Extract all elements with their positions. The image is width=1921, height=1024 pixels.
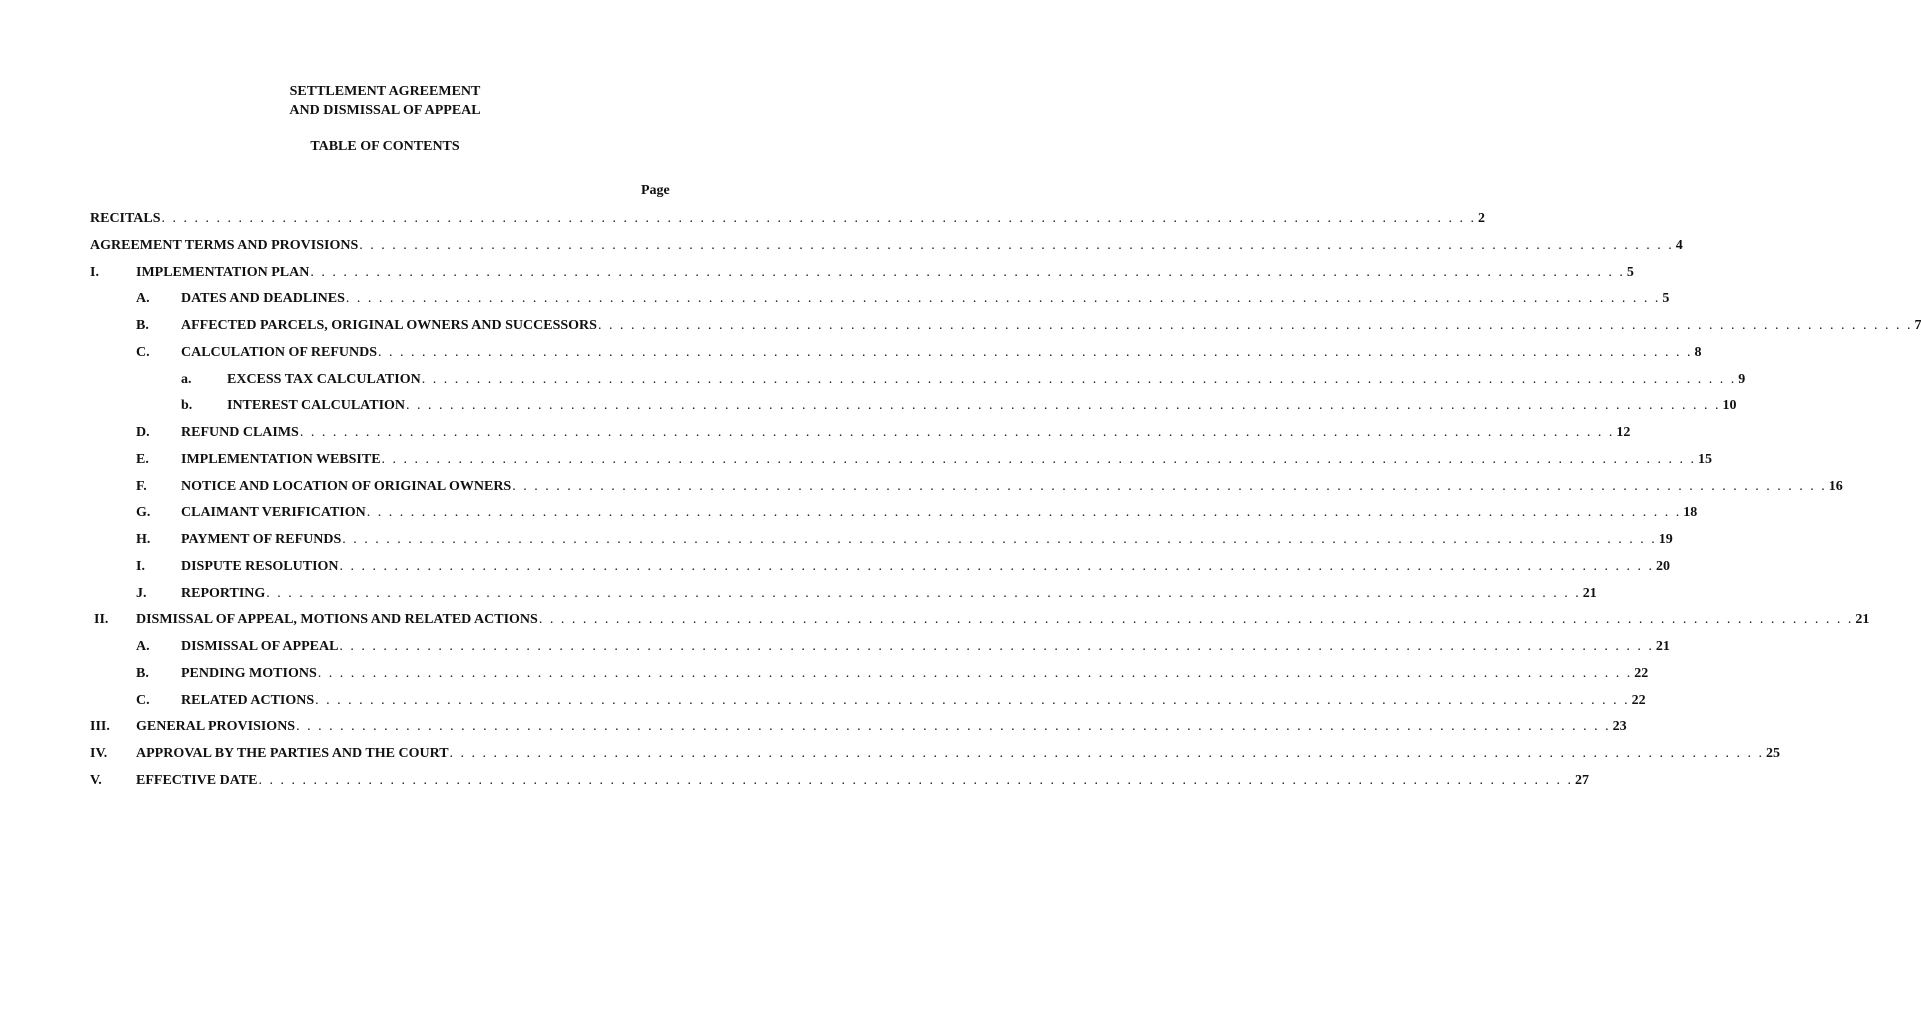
- toc-leader-dots: . . . . . . . . . . . . . . . . . . . . . . . . . . . . . . . . . . . . . . . . . . . . . . . . . . . . . . . . . . . . . . . . . . . . . . . . . . . . . . . . . . . . . . . . . . . . . . . . . . . . . . . . . . . . . . . . . . . . . . . .: [359, 238, 1674, 253]
- toc-leader-dots: . . . . . . . . . . . . . . . . . . . . . . . . . . . . . . . . . . . . . . . . . . . . . . . . . . . . . . . . . . . . . . . . . . . . . . . . . . . . . . . . . . . . . . . . . . . . . . . . . . . . . . . . . . . . . . . . . . . . . . . .: [366, 505, 1682, 520]
- toc-page-number: 19: [1658, 532, 1673, 547]
- toc-number: A.: [136, 291, 150, 306]
- toc-page-number: 21: [1655, 639, 1670, 654]
- toc-label: DISPUTE RESOLUTION: [181, 559, 339, 574]
- toc-page-number: 27: [1574, 773, 1589, 788]
- toc-entry: [181, 343, 1702, 363]
- toc-number: F.: [136, 479, 147, 494]
- toc-number: V.: [90, 773, 102, 788]
- toc-leader-dots: . . . . . . . . . . . . . . . . . . . . . . . . . . . . . . . . . . . . . . . . . . . . . . . . . . . . . . . . . . . . . . . . . . . . . . . . . . . . . . . . . . . . . . . . . . . . . . . . . . . . . . . . . . . . . . . . . . . . . . . .: [296, 719, 1611, 734]
- toc-label: AFFECTED PARCELS, ORIGINAL OWNERS AND SUCCESSORS: [181, 318, 597, 333]
- toc-page-number: 5: [1626, 265, 1634, 280]
- toc-leader-dots: . . . . . . . . . . . . . . . . . . . . . . . . . . . . . . . . . . . . . . . . . . . . . . . . . . . . . . . . . . . . . . . . . . . . . . . . . . . . . . . . . . . . . . . . . . . . . . . . . . . . . . . . . . . . . . . . . . . . . . . .: [258, 773, 1573, 788]
- toc-number: H.: [136, 532, 151, 547]
- toc-leader-dots: . . . . . . . . . . . . . . . . . . . . . . . . . . . . . . . . . . . . . . . . . . . . . . . . . . . . . . . . . . . . . . . . . . . . . . . . . . . . . . . . . . . . . . . . . . . . . . . . . . . . . . . . . . . . . . . . . . . . . . . .: [381, 452, 1697, 467]
- toc-row: [0, 263, 1634, 283]
- toc-entry: [181, 557, 1671, 577]
- toc-number: G.: [136, 505, 151, 520]
- toc-entry: [227, 396, 1737, 416]
- toc-entry: [181, 664, 1649, 684]
- toc-leader-dots: . . . . . . . . . . . . . . . . . . . . . . . . . . . . . . . . . . . . . . . . . . . . . . . . . . . . . . . . . . . . . . . . . . . . . . . . . . . . . . . . . . . . . . . . . . . . . . . . . . . . . . . . . . . . . . . . . . . . . . . .: [421, 372, 1737, 387]
- toc-page-number: 22: [1631, 693, 1646, 708]
- toc-entry: [136, 610, 1870, 630]
- toc-row: [0, 396, 1737, 416]
- toc-entry: [90, 236, 1683, 256]
- toc-page-number: 12: [1616, 425, 1631, 440]
- toc-page-number: 15: [1698, 452, 1713, 467]
- toc-row: [0, 209, 1486, 229]
- toc-page-number: 2: [1478, 211, 1486, 226]
- toc-number: A.: [136, 639, 150, 654]
- toc-row: [0, 370, 1746, 390]
- toc-entry: [181, 530, 1673, 550]
- toc-leader-dots: . . . . . . . . . . . . . . . . . . . . . . . . . . . . . . . . . . . . . . . . . . . . . . . . . . . . . . . . . . . . . . . . . . . . . . . . . . . . . . . . . . . . . . . . . . . . . . . . . . . . . . . . . . . . . . . . . . . . . . . .: [406, 398, 1721, 413]
- toc-label: APPROVAL BY THE PARTIES AND THE COURT: [136, 746, 449, 761]
- toc-number: IV.: [90, 746, 108, 761]
- toc-leader-dots: . . . . . . . . . . . . . . . . . . . . . . . . . . . . . . . . . . . . . . . . . . . . . . . . . . . . . . . . . . . . . . . . . . . . . . . . . . . . . . . . . . . . . . . . . . . . . . . . . . . . . . . . . . . . . . . . . . . . . . . .: [161, 211, 1477, 226]
- toc-label: INTEREST CALCULATION: [227, 398, 406, 413]
- toc-row: [0, 744, 1781, 764]
- document-title-line-1: SETTLEMENT AGREEMENT: [289, 84, 481, 99]
- toc-label: EFFECTIVE DATE: [136, 773, 258, 788]
- toc-number: II.: [94, 612, 109, 627]
- toc-leader-dots: . . . . . . . . . . . . . . . . . . . . . . . . . . . . . . . . . . . . . . . . . . . . . . . . . . . . . . . . . . . . . . . . . . . . . . . . . . . . . . . . . . . . . . . . . . . . . . . . . . . . . . . . . . . . . . . . . . . . . . . .: [597, 318, 1913, 333]
- toc-row: [0, 316, 1921, 336]
- toc-row: [0, 717, 1627, 737]
- toc-number: I.: [136, 559, 145, 574]
- toc-number: b.: [181, 398, 193, 413]
- toc-leader-dots: . . . . . . . . . . . . . . . . . . . . . . . . . . . . . . . . . . . . . . . . . . . . . . . . . . . . . . . . . . . . . . . . . . . . . . . . . . . . . . . . . . . . . . . . . . . . . . . . . . . . . . . . . . . . . . . . . . . . . . . .: [378, 345, 1693, 360]
- toc-leader-dots: . . . . . . . . . . . . . . . . . . . . . . . . . . . . . . . . . . . . . . . . . . . . . . . . . . . . . . . . . . . . . . . . . . . . . . . . . . . . . . . . . . . . . . . . . . . . . . . . . . . . . . . . . . . . . . . . . . . . . . . .: [266, 586, 1581, 601]
- toc-label: NOTICE AND LOCATION OF ORIGINAL OWNERS: [181, 479, 512, 494]
- toc-number: B.: [136, 666, 149, 681]
- toc-leader-dots: . . . . . . . . . . . . . . . . . . . . . . . . . . . . . . . . . . . . . . . . . . . . . . . . . . . . . . . . . . . . . . . . . . . . . . . . . . . . . . . . . . . . . . . . . . . . . . . . . . . . . . . . . . . . . . . . . . . . . . . .: [310, 265, 1625, 280]
- toc-row: [0, 343, 1702, 363]
- toc-entry: [136, 263, 1634, 283]
- toc-entry: [181, 637, 1670, 657]
- toc-leader-dots: . . . . . . . . . . . . . . . . . . . . . . . . . . . . . . . . . . . . . . . . . . . . . . . . . . . . . . . . . . . . . . . . . . . . . . . . . . . . . . . . . . . . . . . . . . . . . . . . . . . . . . . . . . . . . . . . . . . . . . . .: [342, 532, 1657, 547]
- toc-leader-dots: . . . . . . . . . . . . . . . . . . . . . . . . . . . . . . . . . . . . . . . . . . . . . . . . . . . . . . . . . . . . . . . . . . . . . . . . . . . . . . . . . . . . . . . . . . . . . . . . . . . . . . . . . . . . . . . . . . . . . . . .: [345, 291, 1661, 306]
- toc-entry: [136, 771, 1589, 791]
- toc-number: C.: [136, 693, 150, 708]
- toc-label: PENDING MOTIONS: [181, 666, 317, 681]
- toc-row: [0, 423, 1631, 443]
- toc-number: E.: [136, 452, 149, 467]
- toc-entry: [90, 209, 1486, 229]
- page-column-label: Page: [641, 183, 670, 198]
- toc-label: PAYMENT OF REFUNDS: [181, 532, 342, 547]
- toc-page-number: 9: [1738, 372, 1746, 387]
- toc-entry: [181, 289, 1670, 309]
- toc-page-number: 5: [1662, 291, 1670, 306]
- toc-row: [0, 557, 1671, 577]
- toc-page-number: 22: [1634, 666, 1649, 681]
- toc-label: REFUND CLAIMS: [181, 425, 299, 440]
- toc-label: REPORTING: [181, 586, 266, 601]
- toc-entry: [181, 450, 1713, 470]
- toc-label: IMPLEMENTATION WEBSITE: [181, 452, 381, 467]
- toc-entry: [181, 423, 1631, 443]
- toc-label: DISMISSAL OF APPEAL, MOTIONS AND RELATED ACTIONS: [136, 612, 538, 627]
- toc-page-number: 4: [1675, 238, 1683, 253]
- toc-entry: [181, 584, 1597, 604]
- toc-label: EXCESS TAX CALCULATION: [227, 372, 421, 387]
- toc-row: [0, 584, 1597, 604]
- toc-row: [0, 610, 1870, 630]
- toc-number: C.: [136, 345, 150, 360]
- toc-entry: [227, 370, 1746, 390]
- toc-label: CLAIMANT VERIFICATION: [181, 505, 366, 520]
- toc-leader-dots: . . . . . . . . . . . . . . . . . . . . . . . . . . . . . . . . . . . . . . . . . . . . . . . . . . . . . . . . . . . . . . . . . . . . . . . . . . . . . . . . . . . . . . . . . . . . . . . . . . . . . . . . . . . . . . . . . . . . . . . .: [538, 612, 1854, 627]
- toc-page-number: 21: [1855, 612, 1870, 627]
- toc-leader-dots: . . . . . . . . . . . . . . . . . . . . . . . . . . . . . . . . . . . . . . . . . . . . . . . . . . . . . . . . . . . . . . . . . . . . . . . . . . . . . . . . . . . . . . . . . . . . . . . . . . . . . . . . . . . . . . . . . . . . . . . .: [339, 559, 1655, 574]
- toc-page-number: 10: [1722, 398, 1737, 413]
- toc-row: [0, 771, 1589, 791]
- toc-label: AGREEMENT TERMS AND PROVISIONS: [90, 238, 359, 253]
- toc-page-number: 23: [1612, 719, 1627, 734]
- toc-entry: [136, 717, 1627, 737]
- toc-page-number: 8: [1694, 345, 1702, 360]
- toc-page-number: 16: [1828, 479, 1843, 494]
- toc-row: [0, 450, 1713, 470]
- toc-number: a.: [181, 372, 192, 387]
- toc-entry: [181, 691, 1646, 711]
- toc-row: [0, 664, 1649, 684]
- toc-entry: [136, 744, 1781, 764]
- toc-number: J.: [136, 586, 147, 601]
- toc-row: [0, 530, 1673, 550]
- toc-entry: [181, 316, 1921, 336]
- toc-label: RECITALS: [90, 211, 161, 226]
- toc-page-number: 7: [1914, 318, 1921, 333]
- toc-row: [0, 503, 1698, 523]
- toc-row: [0, 477, 1843, 497]
- toc-leader-dots: . . . . . . . . . . . . . . . . . . . . . . . . . . . . . . . . . . . . . . . . . . . . . . . . . . . . . . . . . . . . . . . . . . . . . . . . . . . . . . . . . . . . . . . . . . . . . . . . . . . . . . . . . . . . . . . . . . . . . . . .: [317, 666, 1633, 681]
- toc-leader-dots: . . . . . . . . . . . . . . . . . . . . . . . . . . . . . . . . . . . . . . . . . . . . . . . . . . . . . . . . . . . . . . . . . . . . . . . . . . . . . . . . . . . . . . . . . . . . . . . . . . . . . . . . . . . . . . . . . . . . . . . .: [299, 425, 1615, 440]
- toc-page-number: 25: [1766, 746, 1781, 761]
- toc-page-number: 18: [1683, 505, 1698, 520]
- toc-number: D.: [136, 425, 150, 440]
- toc-leader-dots: . . . . . . . . . . . . . . . . . . . . . . . . . . . . . . . . . . . . . . . . . . . . . . . . . . . . . . . . . . . . . . . . . . . . . . . . . . . . . . . . . . . . . . . . . . . . . . . . . . . . . . . . . . . . . . . . . . . . . . . .: [315, 693, 1630, 708]
- toc-leader-dots: . . . . . . . . . . . . . . . . . . . . . . . . . . . . . . . . . . . . . . . . . . . . . . . . . . . . . . . . . . . . . . . . . . . . . . . . . . . . . . . . . . . . . . . . . . . . . . . . . . . . . . . . . . . . . . . . . . . . . . . .: [512, 479, 1827, 494]
- toc-label: CALCULATION OF REFUNDS: [181, 345, 378, 360]
- toc-number: B.: [136, 318, 149, 333]
- toc-row: [0, 236, 1683, 256]
- toc-page-number: 20: [1656, 559, 1671, 574]
- toc-label: RELATED ACTIONS: [181, 693, 315, 708]
- document-title-line-2: AND DISMISSAL OF APPEAL: [289, 103, 481, 118]
- toc-label: DATES AND DEADLINES: [181, 291, 345, 306]
- toc-row: [0, 637, 1670, 657]
- toc-row: [0, 691, 1646, 711]
- toc-number: III.: [90, 719, 110, 734]
- toc-label: IMPLEMENTATION PLAN: [136, 265, 310, 280]
- toc-leader-dots: . . . . . . . . . . . . . . . . . . . . . . . . . . . . . . . . . . . . . . . . . . . . . . . . . . . . . . . . . . . . . . . . . . . . . . . . . . . . . . . . . . . . . . . . . . . . . . . . . . . . . . . . . . . . . . . . . . . . . . . .: [339, 639, 1654, 654]
- toc-row: [0, 289, 1670, 309]
- toc-label: GENERAL PROVISIONS: [136, 719, 296, 734]
- toc-heading: TABLE OF CONTENTS: [310, 139, 460, 154]
- toc-number: I.: [90, 265, 99, 280]
- toc-entry: [181, 477, 1843, 497]
- toc-label: DISMISSAL OF APPEAL: [181, 639, 339, 654]
- toc-leader-dots: . . . . . . . . . . . . . . . . . . . . . . . . . . . . . . . . . . . . . . . . . . . . . . . . . . . . . . . . . . . . . . . . . . . . . . . . . . . . . . . . . . . . . . . . . . . . . . . . . . . . . . . . . . . . . . . . . . . . . . . .: [449, 746, 1765, 761]
- toc-page-number: 21: [1582, 586, 1597, 601]
- toc-entry: [181, 503, 1698, 523]
